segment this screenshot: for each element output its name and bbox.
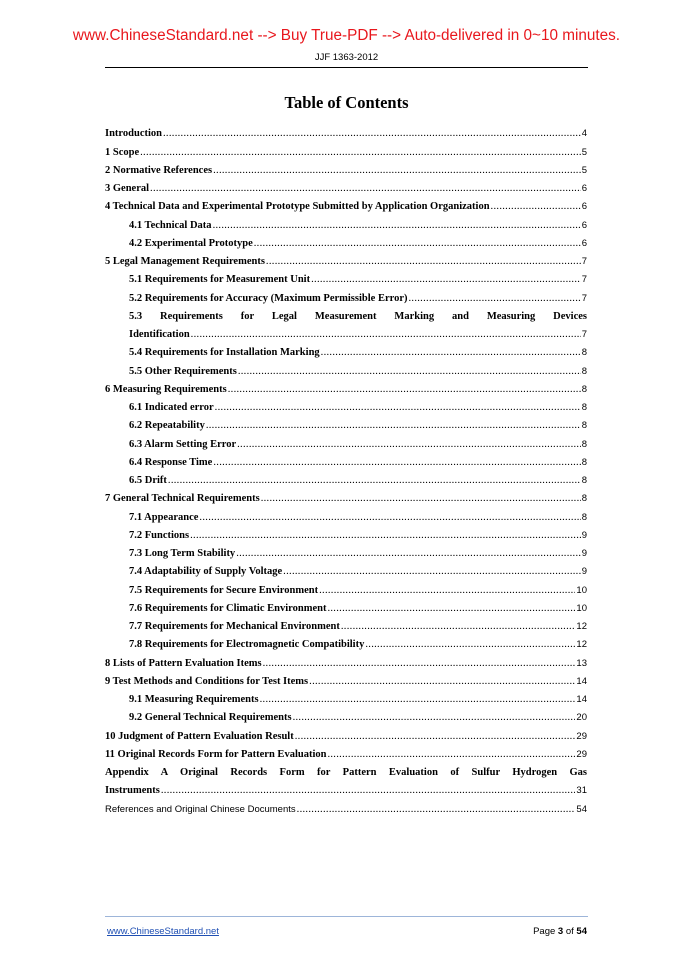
toc-label: 7.3 Long Term Stability bbox=[129, 548, 236, 559]
toc-label: 7 General Technical Requirements bbox=[105, 493, 260, 505]
dot-leader bbox=[261, 493, 581, 504]
dot-leader bbox=[213, 165, 581, 176]
toc-page: 7 bbox=[581, 329, 587, 340]
dot-leader bbox=[327, 603, 575, 614]
dot-leader bbox=[341, 621, 576, 632]
toc-entry-7-2[interactable] bbox=[105, 523, 587, 541]
toc-label: 6.2 Repeatability bbox=[129, 420, 205, 432]
toc-page: 7 bbox=[581, 256, 587, 267]
toc-page: 14 bbox=[576, 675, 587, 687]
page-current: 3 bbox=[557, 926, 564, 937]
toc-page: 29 bbox=[576, 730, 587, 742]
footer-divider bbox=[105, 916, 588, 917]
toc-page: 4 bbox=[581, 128, 587, 140]
dot-leader bbox=[228, 384, 581, 395]
toc-entry-7-8[interactable] bbox=[105, 632, 587, 650]
dot-leader bbox=[163, 128, 581, 139]
toc-page: 6 bbox=[581, 183, 587, 194]
toc-entry-7-6[interactable] bbox=[105, 596, 587, 614]
toc-label: 1 Scope bbox=[105, 146, 140, 158]
dot-leader bbox=[283, 566, 581, 577]
dot-leader bbox=[140, 147, 581, 158]
dot-leader bbox=[150, 183, 581, 194]
toc-page: 8 bbox=[581, 383, 587, 395]
dot-leader bbox=[293, 712, 576, 723]
toc-label: 3 General bbox=[105, 183, 150, 194]
toc-page: 8 bbox=[581, 365, 587, 377]
page-number bbox=[533, 926, 587, 937]
dot-leader bbox=[263, 658, 576, 669]
toc-entry-6-3[interactable] bbox=[105, 431, 587, 449]
toc-page: 6 bbox=[581, 201, 587, 213]
dot-leader bbox=[161, 785, 576, 796]
toc-entry-5-1[interactable] bbox=[105, 267, 587, 285]
toc-label: 6.3 Alarm Setting Error bbox=[129, 438, 237, 450]
toc-label: 7.2 Functions bbox=[129, 529, 190, 541]
dot-leader bbox=[236, 548, 581, 559]
promo-banner[interactable]: www.ChineseStandard.net --> Buy True-PDF --> Auto-delivered in 0~10 minutes. bbox=[72, 27, 621, 44]
toc-entry-7-3[interactable] bbox=[105, 541, 587, 559]
dot-leader bbox=[491, 201, 581, 212]
toc-label: 6.4 Response Time bbox=[129, 456, 213, 468]
toc-page: 8 bbox=[581, 402, 587, 413]
toc-entry-9-2[interactable] bbox=[105, 705, 587, 723]
dot-leader bbox=[327, 749, 575, 760]
toc-entry-5-2[interactable] bbox=[105, 285, 587, 303]
toc-entry-1[interactable] bbox=[105, 139, 587, 157]
toc-entry-10[interactable] bbox=[105, 723, 587, 741]
dot-leader bbox=[190, 530, 581, 541]
page-word: Page bbox=[533, 926, 556, 937]
toc-label: 6 Measuring Requirements bbox=[105, 383, 227, 395]
toc-label: 10 Judgment of Pattern Evaluation Result bbox=[105, 730, 294, 742]
dot-leader bbox=[213, 220, 581, 231]
toc-page: 29 bbox=[576, 748, 587, 760]
toc-entry-9-1[interactable] bbox=[105, 687, 587, 705]
toc-page: 54 bbox=[576, 803, 587, 815]
toc-label: 4 Technical Data and Experimental Prototype Submitted by Application Organization bbox=[105, 201, 490, 213]
toc-page: 20 bbox=[576, 712, 587, 724]
toc-page: 8 bbox=[581, 347, 587, 359]
toc-entry-7-5[interactable] bbox=[105, 577, 587, 595]
toc-entry-5[interactable] bbox=[105, 249, 587, 267]
toc-page: 8 bbox=[581, 456, 587, 468]
toc-entry-6-5[interactable] bbox=[105, 468, 587, 486]
page-total: 54 bbox=[576, 926, 587, 937]
footer-website-link[interactable]: www.ChineseStandard.net bbox=[107, 926, 219, 937]
toc-label: 5.5 Other Requirements bbox=[129, 365, 237, 377]
toc-label: 5.2 Requirements for Accuracy (Maximum Permissible Error) bbox=[129, 292, 408, 304]
toc-label: 7.5 Requirements for Secure Environment bbox=[129, 584, 319, 596]
dot-leader bbox=[309, 676, 575, 687]
toc-page: 8 bbox=[581, 511, 587, 523]
toc-page: 9 bbox=[581, 529, 587, 541]
toc-entry-appendix-a-line2[interactable] bbox=[105, 778, 587, 796]
dot-leader bbox=[168, 475, 581, 486]
toc-entry-8[interactable] bbox=[105, 650, 587, 668]
toc-entry-5-4[interactable] bbox=[105, 340, 587, 358]
toc-label: 2 Normative References bbox=[105, 164, 213, 176]
toc-entry-6-1[interactable] bbox=[105, 395, 587, 413]
toc-page: 9 bbox=[581, 548, 587, 559]
toc-label: 6.1 Indicated error bbox=[129, 402, 214, 413]
dot-leader bbox=[213, 457, 580, 468]
toc-entry-2[interactable] bbox=[105, 158, 587, 176]
toc-page: 8 bbox=[581, 493, 587, 505]
dot-leader bbox=[237, 439, 581, 450]
toc-page: 7 bbox=[581, 274, 587, 286]
toc-entry-6-4[interactable] bbox=[105, 450, 587, 468]
toc-page: 12 bbox=[576, 621, 587, 632]
toc-entry-6[interactable] bbox=[105, 377, 587, 395]
toc-label: 11 Original Records Form for Pattern Evaluation bbox=[105, 748, 327, 760]
dot-leader bbox=[297, 804, 576, 815]
toc-page: 10 bbox=[576, 584, 587, 596]
dot-leader bbox=[319, 585, 575, 596]
dot-leader bbox=[266, 256, 581, 267]
toc-label-line2: Instruments bbox=[105, 785, 160, 797]
toc-label: 9.1 Measuring Requirements bbox=[129, 694, 259, 705]
toc-label-line1: 5.3 Requirements for Legal Measurement Marking and Measuring Devices bbox=[129, 310, 587, 322]
dot-leader bbox=[215, 402, 581, 413]
dot-leader bbox=[408, 293, 580, 304]
toc-label: 4.1 Technical Data bbox=[129, 219, 212, 231]
toc-label: 5.4 Requirements for Installation Marking bbox=[129, 347, 320, 359]
header-divider bbox=[105, 67, 588, 68]
toc-page: 8 bbox=[581, 438, 587, 450]
toc-label: 6.5 Drift bbox=[129, 475, 167, 486]
dot-leader bbox=[191, 329, 581, 340]
toc-entry-5-3-line1[interactable] bbox=[105, 304, 587, 322]
toc-label: 7.7 Requirements for Mechanical Environment bbox=[129, 621, 340, 632]
dot-leader bbox=[199, 512, 580, 523]
toc-entry-4[interactable] bbox=[105, 194, 587, 212]
toc-page: 7 bbox=[581, 292, 587, 304]
toc-page: 9 bbox=[581, 566, 587, 578]
toc-label: 8 Lists of Pattern Evaluation Items bbox=[105, 657, 262, 669]
toc-entry-7[interactable] bbox=[105, 486, 587, 504]
toc-label: 9 Test Methods and Conditions for Test Items bbox=[105, 675, 309, 687]
toc-entry-9[interactable] bbox=[105, 669, 587, 687]
toc-page: 13 bbox=[576, 657, 587, 669]
toc-page: 14 bbox=[576, 694, 587, 705]
toc-entry-7-1[interactable] bbox=[105, 504, 587, 522]
toc-entry-appendix-a-line1[interactable] bbox=[105, 760, 587, 778]
toc-label: 5 Legal Management Requirements bbox=[105, 256, 265, 267]
standard-code: JJF 1363-2012 bbox=[314, 52, 379, 63]
toc-entry-5-3-line2[interactable] bbox=[105, 322, 587, 340]
toc-page: 6 bbox=[581, 219, 587, 231]
page-title: Table of Contents bbox=[284, 93, 409, 112]
toc-entry-11[interactable] bbox=[105, 742, 587, 760]
dot-leader bbox=[365, 639, 575, 650]
toc-label: 5.1 Requirements for Measurement Unit bbox=[129, 274, 311, 286]
toc-entry-7-4[interactable] bbox=[105, 559, 587, 577]
toc-entry-4-2[interactable] bbox=[105, 231, 587, 249]
toc-page: 8 bbox=[581, 475, 587, 486]
table-of-contents bbox=[105, 121, 587, 815]
toc-label: 7.8 Requirements for Electromagnetic Compatibility bbox=[129, 639, 365, 651]
toc-entry-3[interactable] bbox=[105, 176, 587, 194]
toc-label: Introduction bbox=[105, 128, 162, 140]
dot-leader bbox=[295, 731, 576, 742]
dot-leader bbox=[206, 420, 581, 431]
toc-entry-references[interactable] bbox=[105, 796, 587, 814]
toc-label: 4.2 Experimental Prototype bbox=[129, 237, 253, 249]
toc-label: References and Original Chinese Documents bbox=[105, 803, 296, 815]
toc-page: 31 bbox=[576, 785, 587, 797]
toc-page: 5 bbox=[581, 146, 587, 158]
toc-label: 7.6 Requirements for Climatic Environment bbox=[129, 602, 327, 614]
dot-leader bbox=[238, 366, 581, 377]
dot-leader bbox=[311, 274, 581, 285]
dot-leader bbox=[260, 694, 576, 705]
toc-page: 10 bbox=[576, 602, 587, 614]
toc-label: 9.2 General Technical Requirements bbox=[129, 712, 292, 724]
toc-entry-4-1[interactable] bbox=[105, 212, 587, 230]
toc-label-line1: Appendix A Original Records Form for Pattern Evaluation of Sulfur Hydrogen Gas bbox=[105, 767, 587, 778]
toc-page: 12 bbox=[576, 639, 587, 651]
toc-entry-6-2[interactable] bbox=[105, 413, 587, 431]
toc-page: 6 bbox=[581, 237, 587, 249]
page-of: of bbox=[565, 926, 574, 937]
dot-leader bbox=[254, 238, 581, 249]
dot-leader bbox=[321, 347, 581, 358]
toc-page: 8 bbox=[581, 420, 587, 432]
toc-entry-5-5[interactable] bbox=[105, 358, 587, 376]
toc-label: 7.4 Adaptability of Supply Voltage bbox=[129, 566, 283, 578]
toc-page: 5 bbox=[581, 164, 587, 176]
toc-label-line2: Identification bbox=[129, 329, 190, 340]
toc-entry-7-7[interactable] bbox=[105, 614, 587, 632]
toc-entry-introduction[interactable] bbox=[105, 121, 587, 139]
toc-label: 7.1 Appearance bbox=[129, 511, 199, 523]
